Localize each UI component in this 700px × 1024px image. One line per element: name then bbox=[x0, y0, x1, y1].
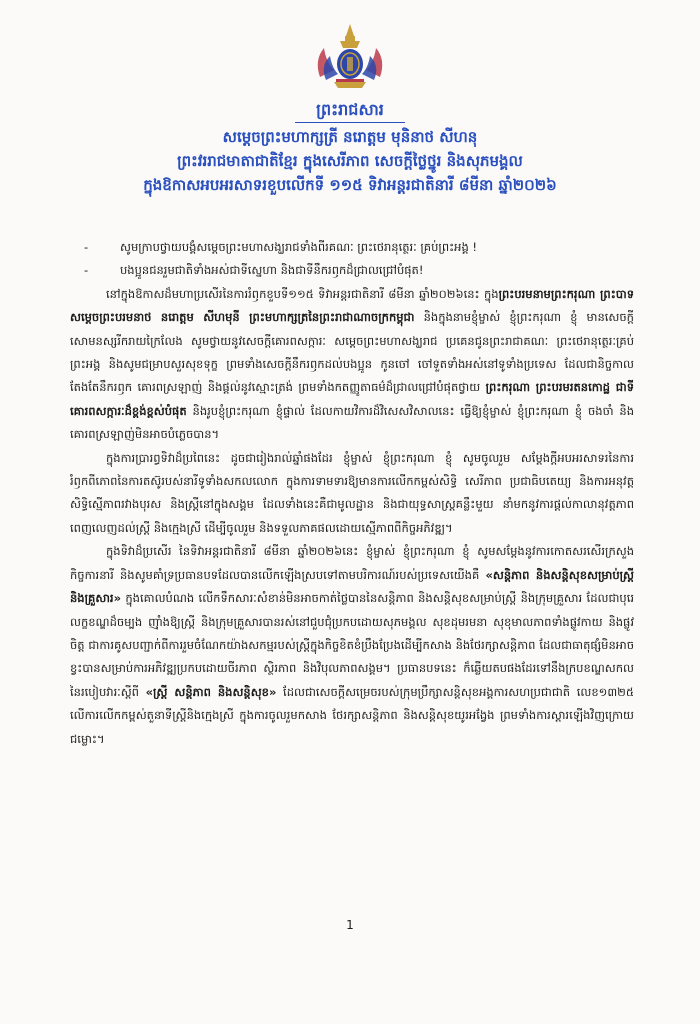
p1-late-king-name: ព្រះករុណា ព្រះបរមរតនកោដ្ឋ ជាទីគោរពសក្ការៈដ៏ខ្ពង់ខ្ពស់បំផុត bbox=[70, 380, 634, 418]
header-line-3: ព្រះវររាជមាតាជាតិខ្មែរ ក្នុងសេរីភាព សេចក្តីថ្លៃថ្នូរ និងសុភមង្គល bbox=[177, 152, 523, 170]
bullet-dash: - bbox=[84, 263, 89, 278]
greeting-text-1: សូមក្រាបថ្វាយបង្គំសម្តេចព្រះមហាសង្ឃរាជទាំងពីរគណៈ ព្រះថេរានុត្ថេរៈ គ្រប់ព្រះអង្គ ! bbox=[120, 240, 478, 254]
p3-text-e: ដែលជាសេចក្តីសម្រេចរបស់ក្រុមប្រឹក្សាសន្តិសុខអង្គការសហប្រជាជាតិ លេខ១៣២៥ លើការលើកកម្ពស់តួនាទីស្ត្រីនិងក្មេងស្រី ក្នុងការចូលរួមកសាង ថែរក្សាសន្តិភាព និងសន្តិសុខយូរអង្វែង ព្រមទាំងការស្តារឡើងវិញក្រោយជម្លោះ។ bbox=[70, 684, 635, 746]
greeting-bullet bbox=[84, 236, 634, 259]
royal-emblem-icon bbox=[310, 22, 390, 92]
header-title: ព្រះរាជសារ bbox=[316, 100, 384, 119]
paragraph-2: ក្នុងការប្រារព្ធទិវាដ៏ប្រពៃនេះ ដូចជារៀងរាល់ឆ្នាំផងដែរ ខ្ញុំម្ចាស់ ខ្ញុំព្រះករុណា ខ្ញុំ សូមចូលរួម សម្តែងក្តីអបអរសាទរនៃការរំឭកពីភោពនៃការតស៊ូរបស់នារីទូទាំងសកលលោក ក្នុងការទាមទារឱ្យមានការលើកកម្ពស់សិទ្ធិ សេរីភាព ប្រជាធិបតេយ្យ និងការអនុវត្តសិទ្ធិស្មើភាពរវាងបុរស និងស្ត្រីនៅក្នុងសង្គម ដែលទាំងនេះគឺជាមូលដ្ឋាន និងជាយុទ្ធសាស្ត្រគន្លឹះមួយ នាំមកនូវការផ្តល់កាលានុវត្តភាពពេញលេញដល់ស្ត្រី និងក្មេងស្រី ដើម្បីចូលរួម និងទទួលភាគផលដោយស្មើភាពពីកិច្ចអភិវឌ្ឍ។ bbox=[70, 450, 634, 535]
document-header bbox=[30, 98, 670, 197]
p3-text-a: ក្នុងទិវាដ៏ប្រសើរ នៃទិវាអន្តរជាតិនារី ៨មីនា ឆ្នាំ២០២៦នេះ ខ្ញុំម្ចាស់ ខ្ញុំព្រះករុណា ខ្ញុំ សូមសម្តែងនូវការកោតសរសើរក្រសួងកិច្ចការនារី និងសូមគាំទ្រប្រធានបទដែលបានលើកឡើងស្របទៅតាមបរិការណ៍របស់ប្រទេសយើងគឺ bbox=[70, 544, 634, 582]
page-number: 1 bbox=[346, 918, 354, 932]
p1-text-a: នៅក្នុងឱកាសដ៏មហាប្រសើរនៃការរំឭកខួបទី១១៥ ទិវាអន្តរជាតិនារី ៨មីនា ឆ្នាំ២០២៦នេះ ក្នុង bbox=[106, 286, 499, 301]
greeting-bullet bbox=[84, 259, 634, 282]
document-body bbox=[70, 236, 634, 751]
header-line-4: ក្នុងឱកាសអបអរសាទរខួបលើកទី ១១៥ ទិវាអន្តរជាតិនារី ៨មីនា ឆ្នាំ២០២៦ bbox=[143, 176, 557, 194]
paragraph-1 bbox=[70, 283, 634, 447]
p3-agenda-title: «ស្ត្រី សន្តិភាព និងសន្តិសុខ» bbox=[145, 684, 277, 699]
header-line-2: សម្តេចព្រះមហាក្សត្រី នរោត្តម មុនិនាថ សីហនុ bbox=[222, 128, 478, 146]
title-underline bbox=[295, 122, 405, 123]
paragraph-3 bbox=[70, 540, 634, 751]
p1-text-c: និងក្នុងនាមខ្ញុំម្ចាស់ ខ្ញុំព្រះករុណា ខ្ញុំ មានសេចក្តីសោមនស្សរីករាយក្រៃលែង សូមថ្វាយនូវសេចក្តីគោរពសក្ការៈ សម្តេចព្រះមហាសង្ឃរាជ ប្រគេនជូនព្រះរាជាគណៈ ព្រះថេរានុត្ថេរៈគ្រប់ព្រះអង្គ និងសូមជម្រាបសួរសុខទុក្ខ ព្រមទាំងសេចក្តីនឹករឭកដល់បងប្អូន កូនចៅ ចៅទួតទាំងអស់នៅទូទាំងប្រទេស ដែលជានិច្ចកាលតែងតែនឹករឭក គោរពស្រឡាញ់ និងផ្តល់នូវស្មោះត្រង់ ព្រមទាំងកតញ្ញូតាធម៌ដ៏ជ្រាលជ្រៅបំផុតថ្វាយ bbox=[70, 310, 634, 395]
p3-theme: «សន្តិភាព និងសន្តិសុខសម្រាប់ស្ត្រី និងគ្រួសារ» bbox=[70, 567, 634, 606]
greeting-text-2: បងប្អូនជនរួមជាតិទាំងអស់ជាទីស្នេហា និងជាទីនឹករឭកដ៏ជ្រាលជ្រៅបំផុត! bbox=[120, 263, 424, 278]
p1-king-name: ព្រះបរមនាមព្រះករុណា ព្រះបាទសម្តេចព្រះបរមនាថ នរោត្តម សីហមុនី ព្រះមហាក្សត្រនៃព្រះរាជាណាចក្រកម្ពុជា bbox=[70, 286, 635, 325]
bullet-dash: - bbox=[84, 240, 89, 254]
p1-text-e: និងរូបខ្ញុំព្រះករុណា ខ្ញុំផ្ទាល់ ដែលកាយវិការដ៏វិសេសវិសាលនេះ ធ្វើឱ្យខ្ញុំម្ចាស់ ខ្ញុំព្រះករុណា ខ្ញុំ ចងចាំ និងគោរពស្រឡាញ់មិនអាចបំភ្លេចបាន។ bbox=[70, 403, 634, 442]
p3-text-c: ក្នុងគោលបំណង លើកទឹកសារៈសំខាន់មិនអាចកាត់ថ្លៃបាននៃសន្តិភាព និងសន្តិសុខសម្រាប់ស្ត្រី និងក្រុមគ្រួសារ ដែលជាបុរេលក្ខខណ្ឌដ៏ចម្បង ញ៉ាំងឱ្យស្ត្រី និងក្រុមគ្រួសារបានរស់នៅជួបជុំប្រកបដោយសុភមង្គល សុខដុមរមនា សុខុមាលភាពទាំងផ្លូវកាយ និងផ្លូវចិត្ត ជាការគូសបញ្ជាក់ពីការរួមចំណែកយ៉ាងសកម្មរបស់ស្ត្រីក្នុងកិច្ចខិតខំប្រឹងប្រែងដើម្បីកសាង និងថែរក្សាសន្តិភាព ដែលជាធាតុផ្សំមិនអាចខ្វះបានសម្រាប់ការអភិវឌ្ឍប្រកបដោយចីរភាព ស្ថិរភាព និងវិបុលភាពសង្គម។ ប្រធានបទនេះ ក៏ឆ្លើយតបផងដែរទៅនឹងក្របខណ្ឌសកល នៃរបៀបវារៈស្តីពី bbox=[70, 591, 634, 699]
